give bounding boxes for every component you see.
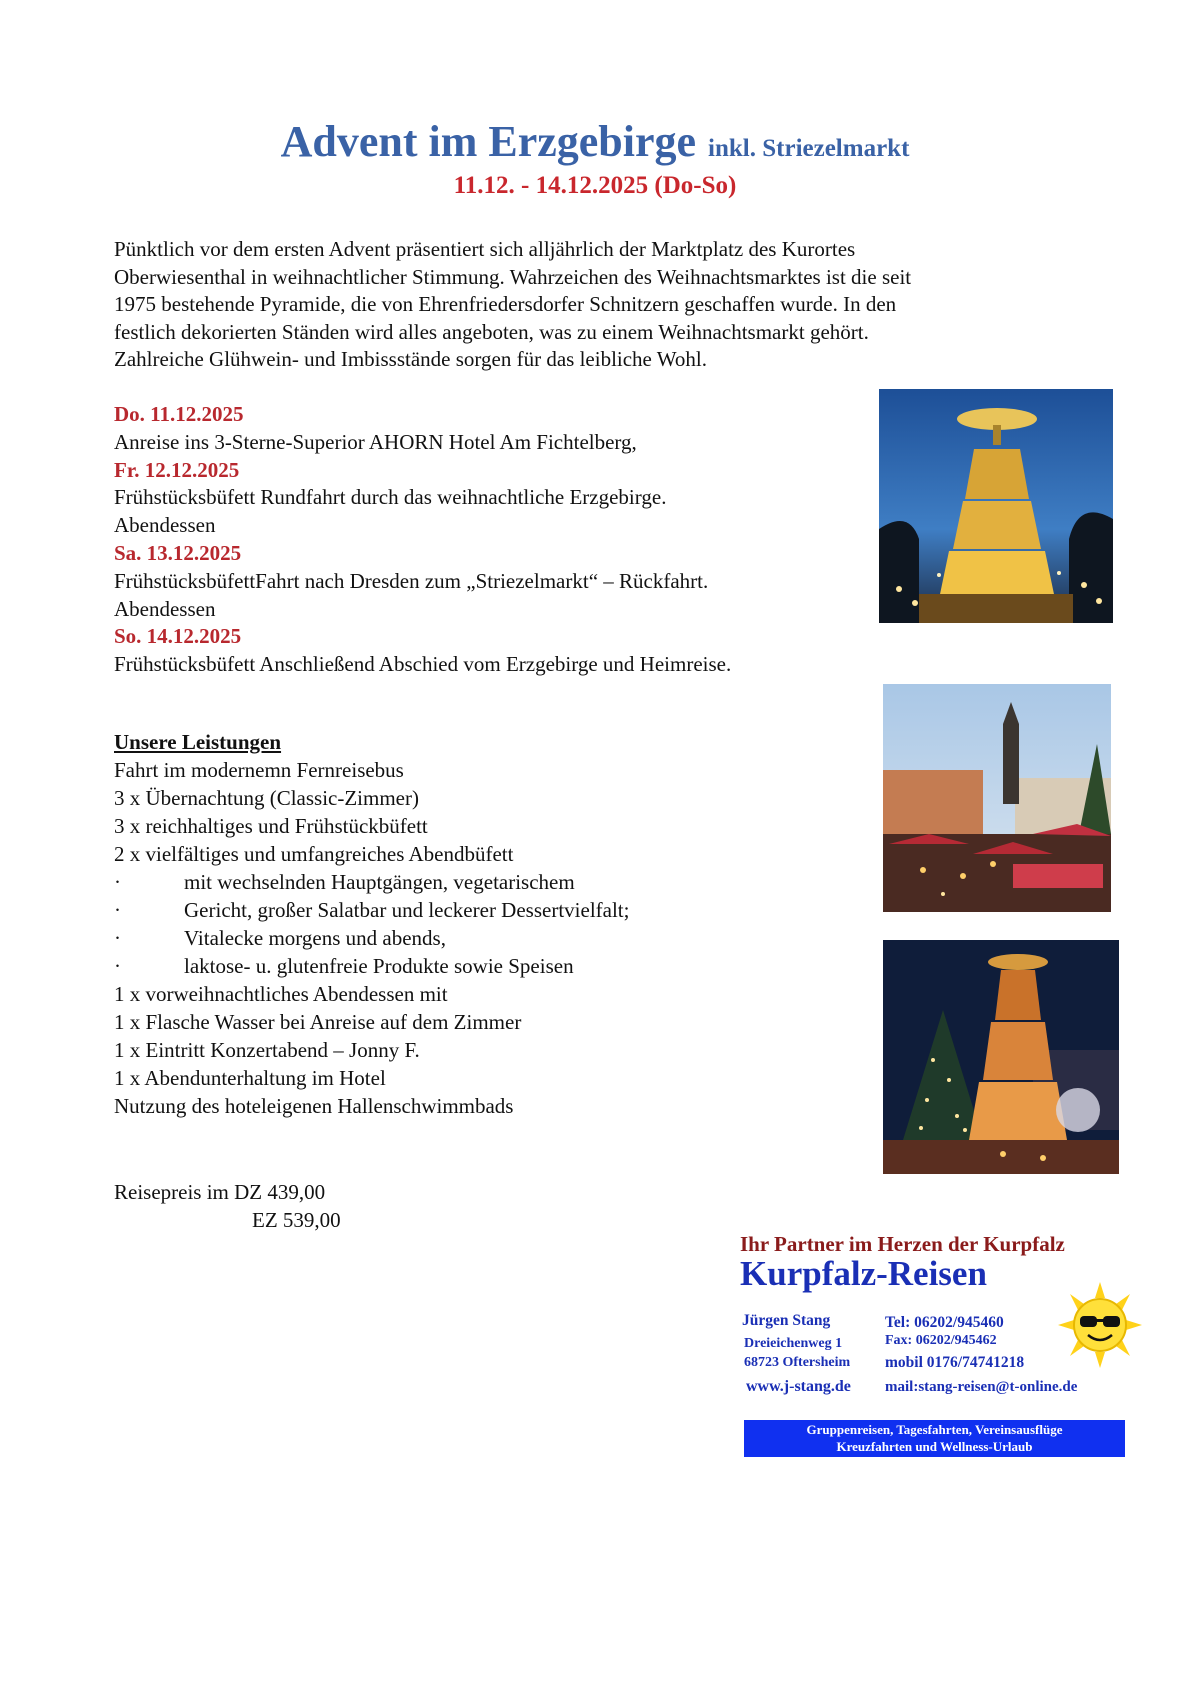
service-item: Nutzung des hoteleigenen Hallenschwimmbads [114,1094,514,1118]
logo-partner-slogan: Ihr Partner im Herzen der Kurpfalz [740,1232,1065,1256]
bullet-dot: · [114,926,121,950]
photo-pyramid [879,389,1113,623]
service-item: 1 x vorweihnachtliches Abendessen mit [114,982,448,1006]
logo-brand-name: Kurpfalz-Reisen [740,1254,987,1293]
logo-city: 68723 Oftersheim [744,1355,851,1370]
service-item: 3 x reichhaltiges und Frühstückbüfett [114,814,428,838]
service-item: Fahrt im modernemn Fernreisebus [114,758,404,782]
service-bullet [114,924,874,952]
intro-line: Pünktlich vor dem ersten Advent präsentiert sich alljährlich der Marktplatz des Kurortes [114,237,856,261]
logo-services-banner [744,1420,1125,1457]
logo-mail-link[interactable]: mail:stang-reisen@t-online.de [885,1379,1078,1395]
service-item: 2 x vielfältiges und umfangreiches Abendbüfett [114,842,514,866]
itinerary-line: Frühstücksbüfett Rundfahrt durch das weihnachtliche Erzgebirge. [114,485,667,510]
intro-line: Oberwiesenthal in weihnachtlicher Stimmung. Wahrzeichen des Weihnachtsmarktes ist die seit [114,264,912,289]
itinerary [114,401,894,679]
page-subtitle: inkl. Striezelmarkt [708,135,910,162]
photo-night-market [883,940,1119,1174]
bullet-text: Vitalecke morgens und abends, [184,926,446,950]
intro-text [114,236,1054,374]
page-title: Advent im Erzgebirge [280,117,697,166]
price-ez: EZ 539,00 [252,1208,341,1232]
logo-web-link[interactable]: www.j-stang.de [746,1378,851,1395]
itinerary-line: Anreise ins 3-Sterne-Superior AHORN Hotel Am Fichtelberg, [114,429,637,454]
itinerary-day: Sa. 13.12.2025 [114,540,242,565]
services-list [114,728,874,1120]
service-bullet [114,952,874,980]
bullet-text: mit wechselnden Hauptgängen, vegetarischem [184,870,575,894]
bullet-text: laktose- u. glutenfreie Produkte sowie Speisen [184,954,574,978]
service-item: 1 x Abendunterhaltung im Hotel [114,1066,386,1090]
intro-line: 1975 bestehende Pyramide, die von Ehrenfriedersdorfer Schnitzern geschaffen wurde. In den [114,292,897,316]
logo-mobil: mobil 0176/74741218 [885,1354,1025,1371]
itinerary-line: FrühstücksbüfettFahrt nach Dresden zum „Striezelmarkt“ – Rückfahrt. [114,568,709,593]
itinerary-day: Fr. 12.12.2025 [114,457,240,482]
logo-tel: Tel: 06202/945460 [885,1314,1004,1331]
title-row [0,116,1190,167]
photo-striezelmarkt [883,684,1111,912]
bullet-dot: · [114,898,121,922]
service-item: 3 x Übernachtung (Classic-Zimmer) [114,786,419,810]
company-logo [740,1232,1140,1462]
bullet-text: Gericht, großer Salatbar und leckerer Dessertvielfalt; [184,898,630,922]
sun-sunglasses-icon [1058,1282,1142,1368]
logo-fax: Fax: 06202/945462 [885,1333,997,1348]
itinerary-line: Frühstücksbüfett Anschließend Abschied vom Erzgebirge und Heimreise. [114,652,732,677]
service-bullet [114,896,874,924]
service-item: 1 x Eintritt Konzertabend – Jonny F. [114,1038,420,1062]
bullet-dot: · [114,870,121,894]
bullet-dot: · [114,954,121,978]
price-block [114,1178,341,1234]
price-dz: Reisepreis im DZ 439,00 [114,1180,326,1204]
itinerary-day: So. 14.12.2025 [114,624,242,649]
itinerary-day: Do. 11.12.2025 [114,402,244,426]
travel-dates: 11.12. - 14.12.2025 (Do-So) [453,172,737,199]
logo-street: Dreieichenweg 1 [744,1336,843,1351]
itinerary-line: Abendessen [114,513,216,538]
service-bullet [114,868,874,896]
intro-line: festlich dekorierten Ständen wird alles angeboten, was zu einem Weihnachtsmarkt gehört. [114,319,869,344]
logo-owner: Jürgen Stang [742,1312,831,1329]
banner-line: Kreuzfahrten und Wellness-Urlaub [836,1439,1033,1454]
intro-line: Zahlreiche Glühwein- und Imbissstände sorgen für das leibliche Wohl. [114,347,707,371]
banner-line: Gruppenreisen, Tagesfahrten, Vereinsausflüge [806,1422,1063,1437]
itinerary-line: Abendessen [114,596,216,621]
service-item: 1 x Flasche Wasser bei Anreise auf dem Zimmer [114,1010,522,1034]
services-heading: Unsere Leistungen [114,730,282,754]
